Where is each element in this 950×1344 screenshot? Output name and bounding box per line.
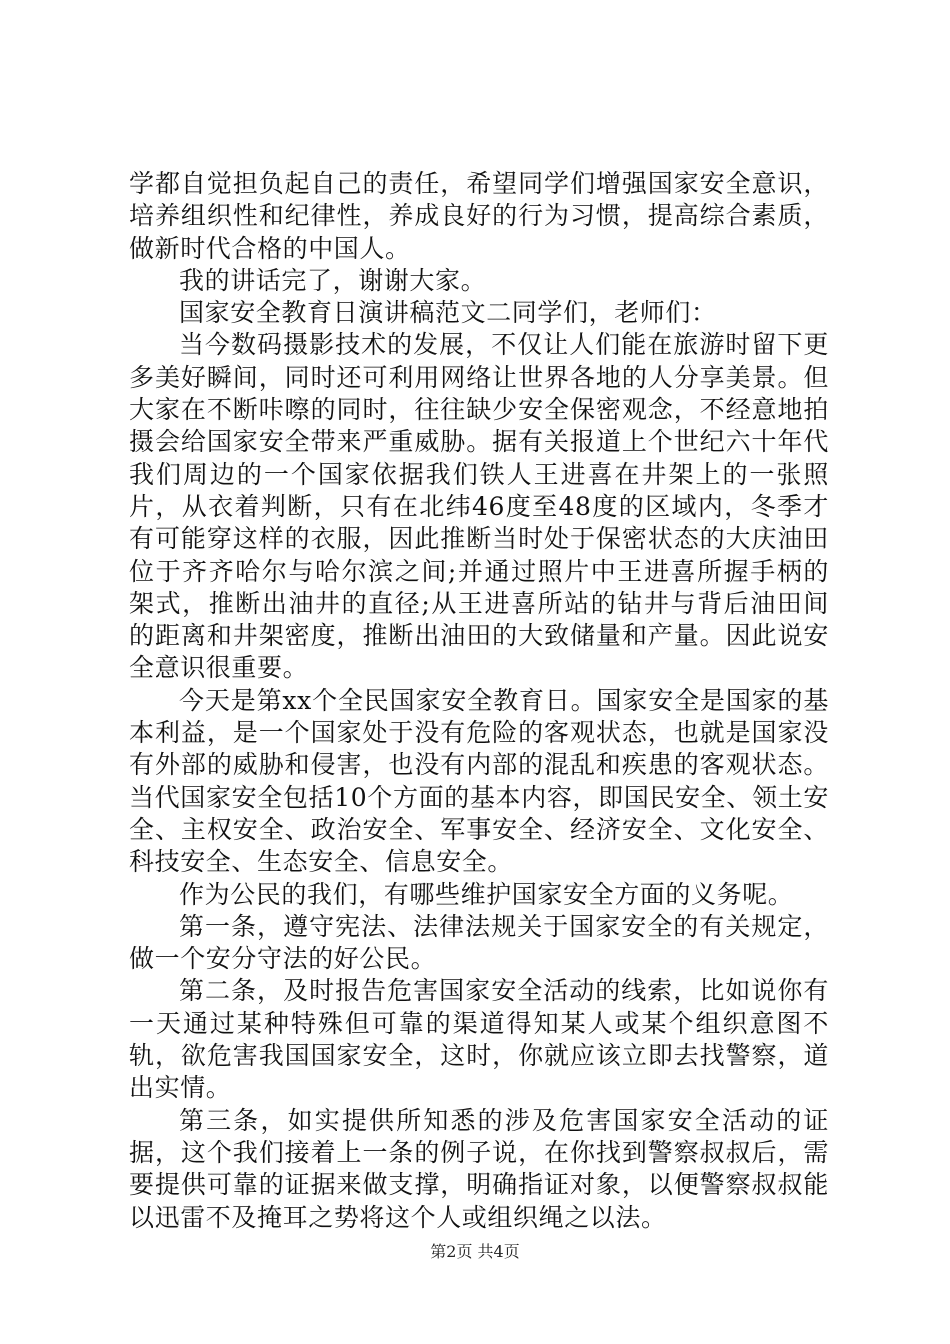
page-number-footer: 第2页 共4页 — [430, 1242, 520, 1261]
paragraph: 第三条，如实提供所知悉的涉及危害国家安全活动的证据，这个我们接着上一条的例子说，在你找到警察叔叔后，需要提供可靠的证据来做支撑，明确指证对象，以便警察叔叔能以迅雷不及掩耳之势将这个人或组织绳之以法。 — [129, 1105, 829, 1232]
paragraph: 学都自觉担负起自己的责任，希望同学们增强国家安全意识，培养组织性和纪律性，养成良好的行为习惯，提高综合素质，做新时代合格的中国人。 — [129, 169, 829, 263]
paragraph: 我的讲话完了，谢谢大家。 — [179, 265, 487, 295]
paragraph: 第二条，及时报告危害国家安全活动的线索，比如说你有一天通过某种特殊但可靠的渠道得知某人或某个组织意图不轨，欲危害我国国家安全，这时，你就应该立即去找警察，道出实情。 — [129, 976, 829, 1103]
paragraph: 今天是第xx个全民国家安全教育日。国家安全是国家的基本利益，是一个国家处于没有危险的客观状态，也就是国家没有外部的威胁和侵害，也没有内部的混乱和疾患的客观状态。当代国家安全包括10个方面的基本内容，即国民安全、领土安全、主权安全、政治安全、军事安全、经济安全、文化安全、科技安全、生态安全、信息安全。 — [129, 685, 829, 877]
document-body — [129, 168, 829, 1234]
paragraph: 当今数码摄影技术的发展，不仅让人们能在旅游时留下更多美好瞬间，同时还可利用网络让世界各地的人分享美景。但大家在不断咔嚓的同时，往往缺少安全保密观念，不经意地拍摄会给国家安全带来严重威胁。据有关报道上个世纪六十年代我们周边的一个国家依据我们铁人王进喜在井架上的一张照片，从衣着判断，只有在北纬46度至48度的区域内，冬季才有可能穿这样的衣服，因此推断当时处于保密状态的大庆油田位于齐齐哈尔与哈尔滨之间;并通过照片中王进喜所握手柄的架式，推断出油井的直径;从王进喜所站的钻井与背后油田间的距离和井架密度，推断出油田的大致储量和产量。因此说安全意识很重要。 — [129, 330, 829, 683]
paragraph: 作为公民的我们，有哪些维护国家安全方面的义务呢。 — [179, 879, 794, 909]
paragraph: 国家安全教育日演讲稿范文二同学们，老师们： — [179, 298, 717, 328]
paragraph: 第一条，遵守宪法、法律法规关于国家安全的有关规定，做一个安分守法的好公民。 — [129, 911, 829, 974]
